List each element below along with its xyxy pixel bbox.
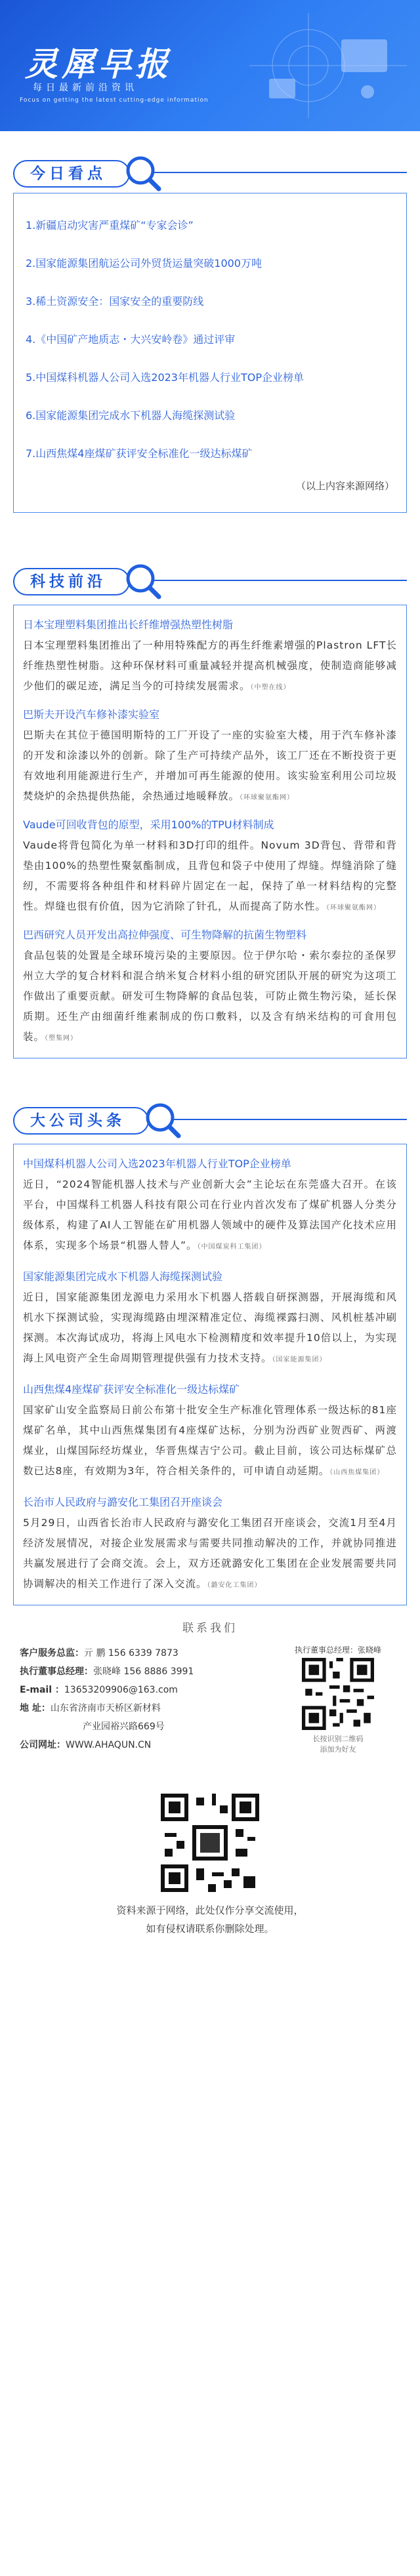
tech-section-header <box>0 539 420 605</box>
footer-qr-wrap <box>0 1794 420 1895</box>
contact-value: 山东省济南市天桥区新材料 <box>50 1703 161 1714</box>
official-account-qr-code-icon[interactable] <box>161 1794 259 1892</box>
disclaimer <box>0 1901 420 1938</box>
article-body: 近日，“2024智能机器人技术与产业创新大会”主论坛在东莞盛大召开。在该平台，中国煤科工机器人科技有限公司在行业内首次发布了煤矿机器人分类分级体系，构建了AI人工智能在矿用机器人领域中的硬件及算法国产化技术应用体系，实现多个场景“机器人替人”。 <box>23 1178 397 1251</box>
article <box>23 1379 397 1483</box>
article <box>23 614 397 698</box>
toc-panel <box>13 193 407 513</box>
website-link[interactable]: WWW.AHAQUN.CN <box>66 1740 152 1750</box>
email-link[interactable]: 13653209906@163.com <box>64 1685 178 1695</box>
article-source: （中国煤炭科工集团） <box>197 1243 266 1251</box>
contact-row <box>20 1681 262 1699</box>
article-body: 5月29日，山西省长治市人民政府与潞安化工集团召开座谈会，交流1月至4月经济发展情况，对接企业发展需求与需要共同推动解决的工作，并就协同推进共赢发展进行了会商交流。会上，双方还就潞安化工集团在企业发展需要共同协调解决的相关工作进行了深入交流。 <box>23 1517 397 1590</box>
article-body: 国家矿山安全监察局日前公布第十批安全生产标准化管理体系一级达标的81座煤矿名单，其中山西焦煤集团有4座煤矿达标，分别为汾西矿业贺西矿、两渡煤业，山煤国际经坊煤业，华晋焦煤吉宁公司。截止目前，该公司达标煤矿总数已达8座，有效期为3年，符合相关条件的，可申请自动延期。 <box>23 1404 397 1477</box>
article-source: （环球聚氨酯网） <box>326 904 381 912</box>
contact-value: 张晓峰 156 8886 3991 <box>93 1666 194 1677</box>
toc-heading: 今日看点 <box>13 160 130 188</box>
article-title[interactable]: 巴西研究人员开发出高拉伸强度、可生物降解的抗菌生物塑料 <box>23 929 307 941</box>
contact-value: 产业园裕兴路669号 <box>83 1721 165 1732</box>
disclaimer-line: 资料来源于网络，此处仅作分享交流使用， <box>116 1904 304 1916</box>
corp-heading: 大公司头条 <box>13 1107 149 1135</box>
article-title[interactable]: 山西焦煤4座煤矿获评安全标准化一级达标煤矿 <box>23 1383 240 1396</box>
qr-caption-bottom: 长按识别二维码 添加为好友 <box>312 1735 364 1754</box>
toc-item[interactable]: 7.山西焦煤4座煤矿获评安全标准化一级达标煤矿 <box>26 447 253 460</box>
article-title[interactable]: Vaude可回收背包的原型，采用100%的TPU材料制成 <box>23 818 274 831</box>
magnifier-icon <box>123 153 161 191</box>
tech-panel <box>13 605 407 1058</box>
article <box>23 1492 397 1596</box>
contact-label: 地 址： <box>20 1703 51 1714</box>
article-title[interactable]: 日本宝理塑料集团推出长纤维增强热塑性树脂 <box>23 618 234 631</box>
article-source: （塑集网） <box>45 1035 78 1042</box>
contact-label: 客户服务总监： <box>20 1648 84 1659</box>
article-title[interactable]: 长治市人民政府与潞安化工集团召开座谈会 <box>23 1496 223 1508</box>
contact-row <box>20 1699 262 1718</box>
contact-row <box>20 1718 262 1736</box>
article-body: 食品包装的处置是全球环境污染的主要原因。位于伊尔哈・索尔泰拉的圣保罗州立大学的复合材料和混合纳米复合材料小组的研究团队开展的研究为这项工作做出了重要贡献。研发可生物降解的食品包装，可防止微生物污染，延长保质期。还生产由细菌纤维素制成的伤口敷料，以及含有纳米结构的可食用包装。 <box>23 950 397 1043</box>
article-source: （潞安化工集团） <box>207 1582 262 1589</box>
article-source: （中塑在线） <box>250 684 291 691</box>
toc-item[interactable]: 3.稀土资源安全：国家安全的重要防线 <box>26 295 204 308</box>
contact-row <box>20 1662 262 1681</box>
toc-item[interactable]: 6.国家能源集团完成水下机器人海缆探测试验 <box>26 409 236 422</box>
wechat-qr-code-icon[interactable] <box>302 1658 374 1730</box>
article <box>23 704 397 808</box>
contact-row <box>20 1736 262 1754</box>
magnifier-icon <box>143 1100 181 1138</box>
toc-item[interactable]: 4.《中国矿产地质志・大兴安岭卷》通过评审 <box>26 333 236 346</box>
article <box>23 815 397 918</box>
brand-slogan-en: Focus on getting the latest cutting-edge information <box>20 97 209 104</box>
toc-item[interactable]: 2.国家能源集团航运公司外贸货运量突破1000万吨 <box>26 257 262 270</box>
brand-slogan: 每日最新前沿资讯 <box>33 83 138 93</box>
article <box>23 925 397 1049</box>
article-title[interactable]: 国家能源集团完成水下机器人海缆探测试验 <box>23 1270 223 1283</box>
article-body: Vaude将背包简化为单一材料和3D打印的组件。Novum 3D背包、背带和背垫由100%的热塑性聚氨酯制成，且背包和袋子中使用了焊缝。焊缝消除了缝纫，不需要将各种组件和材料碎片固定在一起，保持了单一材料结构的完整性。焊缝也很有价值，因为它消除了针孔，从而提高了防水性。 <box>23 839 397 912</box>
toc-item[interactable]: 5.中国煤科机器人公司入选2023年机器人行业TOP企业榜单 <box>26 371 304 384</box>
contact-list <box>20 1644 262 1754</box>
toc-section-header <box>0 131 420 197</box>
toc-source-note: （以上内容来源网络） <box>295 480 394 492</box>
toc-item[interactable]: 1.新疆启动灾害严重煤矿“专家会诊” <box>26 219 194 231</box>
contact-label: 公司网址： <box>20 1740 66 1750</box>
tech-heading: 科技前沿 <box>13 568 130 595</box>
contact-block <box>20 1644 400 1782</box>
article-source: （山西焦煤集团） <box>329 1469 385 1476</box>
corp-panel <box>13 1144 407 1605</box>
article-title[interactable]: 巴斯夫开设汽车修补漆实验室 <box>23 708 160 721</box>
article <box>23 1154 397 1257</box>
article-body: 近日，国家能源集团龙源电力采用水下机器人搭载自研探测器，开展海缆和风机水下探测试验，实现海缆路由埋深精准定位、海缆裸露扫测、风机桩基冲刷探测。本次海试成功，将海上风电水下检测精度和效率提升10倍以上，为实现海上风电资产全生命周期管理提供强有力技术支持。 <box>23 1291 397 1364</box>
corp-section-header <box>0 1078 420 1144</box>
article <box>23 1266 397 1370</box>
contact-title: 联系我们 <box>182 1622 238 1635</box>
footer <box>0 1619 420 1938</box>
header-banner <box>0 0 420 131</box>
qr-card <box>276 1644 400 1755</box>
article-source: （国家能源集团） <box>272 1356 327 1363</box>
magnifier-icon <box>123 561 161 599</box>
qr-caption-top: 执行董事总经理：张晓峰 <box>294 1645 381 1655</box>
article-source: （环球聚氨酯网） <box>240 794 295 801</box>
contact-row <box>20 1644 262 1662</box>
contact-label: E-mail ： <box>20 1685 64 1695</box>
disclaimer-line: 如有侵权请联系你删除处理。 <box>146 1923 274 1935</box>
article-title[interactable]: 中国煤科机器人公司入选2023年机器人行业TOP企业榜单 <box>23 1157 291 1170</box>
brand-title: 灵犀早报 <box>25 45 172 83</box>
article-body: 巴斯夫在其位于德国明斯特的工厂开设了一座的实验室大楼，用于汽车修补漆的开发和涂漆以外的创新。除了生产可持续产品外，该工厂还在不断投资于更有效地利用能源进行生产，并增加可再生能源的使用。该实验室利用公司垃圾焚烧炉的余热提供热能，余热通过地暖释放。 <box>23 729 397 802</box>
article-body: 日本宝理塑料集团推出了一种用特殊配方的再生纤维素增强的Plastron LFT长纤维热塑性树脂。这种环保材料可重量减轻并提高机械强度，使制造商能够减少他们的碳足迹，满足当今的可持续发展需求。 <box>23 639 397 692</box>
contact-value: 亓 鹏 156 6339 7873 <box>84 1648 178 1659</box>
contact-label: 执行董事总经理： <box>20 1666 93 1677</box>
